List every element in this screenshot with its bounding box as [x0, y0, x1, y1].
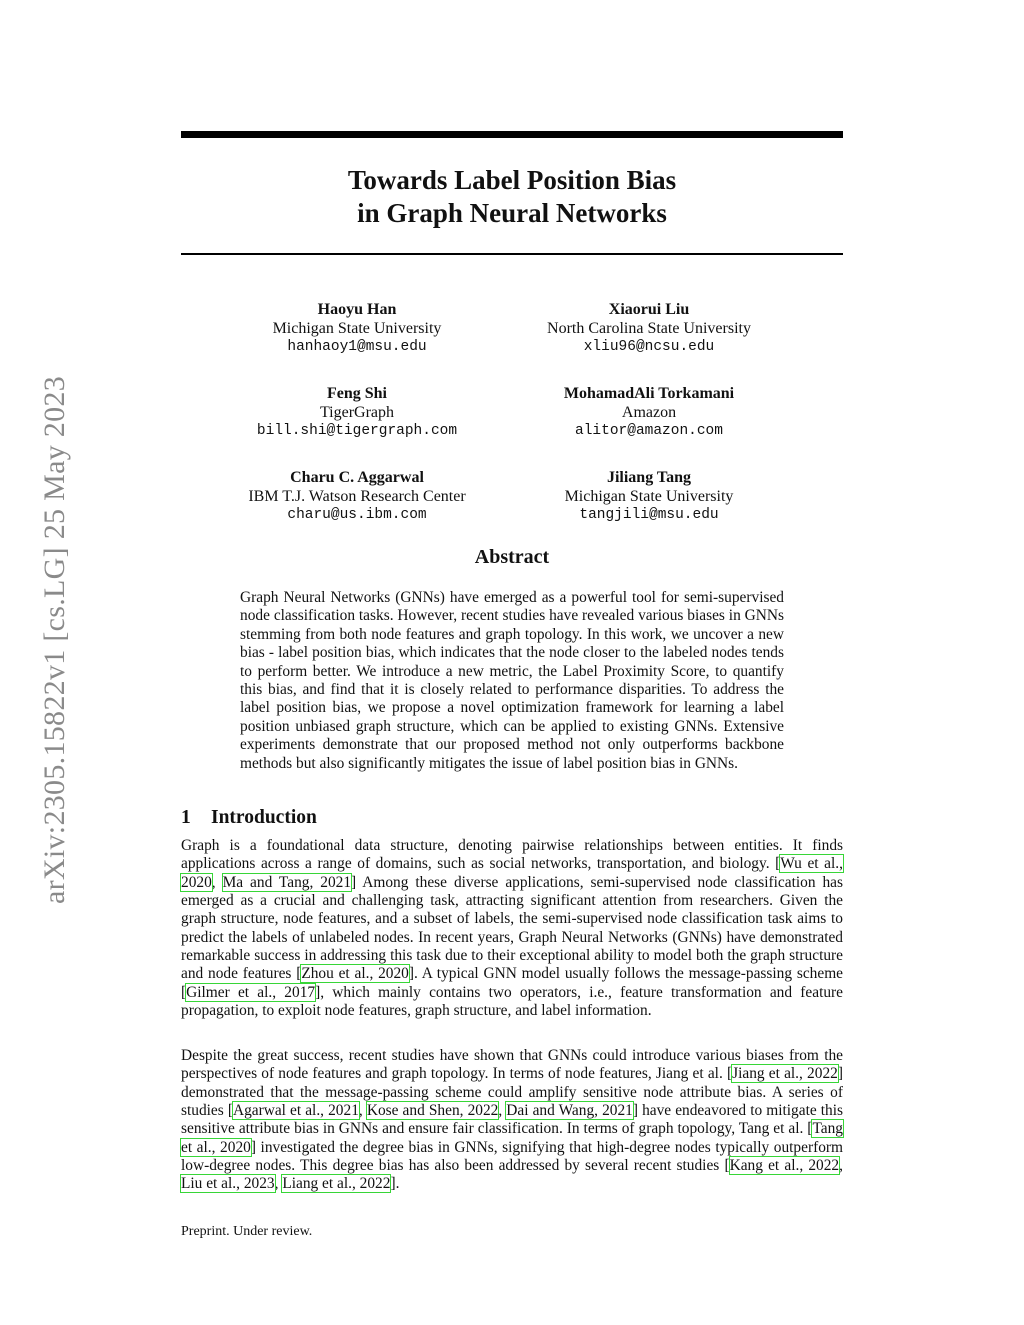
author-affiliation: Amazon [621, 403, 677, 421]
citation-link[interactable]: Zhou et al., 2020 [301, 965, 409, 983]
author-name: Haoyu Han [317, 301, 397, 318]
author-affiliation: Michigan State University [272, 319, 442, 337]
author-block [484, 469, 814, 525]
text-run: ]. A typical GNN model usually follows the message-passing scheme [ [181, 965, 843, 1001]
author-name: Charu C. Aggarwal [290, 469, 424, 486]
abstract-heading: Abstract [474, 546, 550, 568]
author-affiliation: Michigan State University [564, 487, 734, 505]
text-run: , [839, 1157, 843, 1175]
section-heading [181, 807, 317, 829]
author-name: Feng Shi [326, 385, 387, 402]
title-top-rule [181, 131, 843, 138]
author-block [484, 385, 814, 441]
text-run: , [274, 1175, 283, 1193]
text-run: Graph is a foundational data structure, denoting pairwise relationships between entities. It finds applications across a range of domains, such as social networks, transportation, and biology. [ [181, 837, 843, 873]
text-run: ]. [390, 1175, 400, 1193]
author-name: Xiaorui Liu [608, 301, 690, 318]
citation-link[interactable]: Kose and Shen, 2022 [366, 1102, 499, 1120]
citation-link[interactable]: Liu et al., 2023 [181, 1175, 275, 1193]
text-run: , [211, 873, 223, 891]
citation-link[interactable]: Wu et al., 2020 [181, 855, 843, 891]
citation-link[interactable]: Kang et al., 2022 [729, 1157, 840, 1175]
author-email: charu@us.ibm.com [287, 507, 427, 523]
author-email: tangjili@msu.edu [579, 507, 719, 523]
text-run: ] demonstrated that the message-passing scheme could amplify sensitive node attribute bias. A series of studies [ [181, 1065, 843, 1120]
text-run: ] Among these diverse applications, semi-supervised node classification has emerged as a crucial and challenging task, attracting significant attention from researchers. Given the graph structure, node features, and a subset of labels, the semi-supervised node classification task aims to predict the labels of unlabeled nodes. In recent years, Graph Neural Networks (GNNs) have demonstrated remarkable success in addressing this task due to their exceptional ability to model both the graph structure and node features [ [181, 873, 843, 983]
text-run: ] investigated the degree bias in GNNs, signifying that high-degree nodes typically outperform low-degree nodes. This degree bias has also been addressed by several recent studies [ [181, 1138, 843, 1175]
text-run: ] have endeavored to mitigate this sensitive attribute bias in GNNs and ensure fair classification. In terms of graph topology, Tang et al. [ [181, 1102, 844, 1138]
author-email: bill.shi@tigergraph.com [256, 423, 458, 439]
author-email: hanhaoy1@msu.edu [287, 339, 427, 355]
citation-link[interactable]: Gilmer et al., 2017 [186, 983, 316, 1001]
author-affiliation: IBM T.J. Watson Research Center [248, 487, 466, 505]
preprint-footer: Preprint. Under review. [181, 1224, 313, 1239]
intro-paragraph-2 [181, 1047, 843, 1194]
abstract-text: Graph Neural Networks (GNNs) have emerged as a powerful tool for semi-supervised node classification tasks. However, recent studies have revealed various biases in GNNs stemming from both node features and graph topology. In this work, we uncover a new bias - label position bias, which indicates that the node closer to the labeled nodes tends to perform better. We introduce a new metric, the Label Proximity Score, to quantify this bias, and find that it is closely related to performance disparities. To address the label position bias, we propose a novel optimization framework for learning a label position unbiased graph structure, which can be applied to existing GNNs. Extensive experiments demonstrate that our proposed method not only outperforms backbone methods but also significantly mitigates the issue of label position bias in GNNs. [240, 589, 784, 772]
author-affiliation: TigerGraph [319, 403, 395, 421]
author-email: xliu96@ncsu.edu [583, 339, 715, 355]
citation-link[interactable]: Tang et al., 2020 [181, 1120, 843, 1156]
text-run: Despite the great success, recent studies have shown that GNNs could introduce various biases from the perspectives of node features and graph topology. In terms of node features, Jiang et al. [ [181, 1047, 843, 1083]
citation-link[interactable]: Liang et al., 2022 [282, 1175, 391, 1193]
title-line-1: Towards Label Position Bias [347, 165, 677, 195]
section-title: Introduction [211, 807, 317, 828]
citation-link[interactable]: Ma and Tang, 2021 [222, 873, 352, 891]
paper-title [181, 164, 843, 230]
text-run: ], which mainly contains two operators, i.e., feature transformation and feature propagation, to exploit node features, graph structure, and label information. [181, 983, 843, 1020]
citation-link[interactable]: Jiang et al., 2022 [732, 1065, 838, 1083]
intro-paragraph-1 [181, 837, 843, 1020]
text-run: , [358, 1102, 367, 1120]
author-block [192, 301, 522, 357]
arxiv-identifier: arXiv:2305.15822v1 [cs.LG] 25 May 2023 [38, 376, 71, 904]
citation-link[interactable]: Agarwal et al., 2021 [232, 1102, 359, 1120]
author-email: alitor@amazon.com [575, 423, 723, 439]
author-block [192, 469, 522, 525]
title-bottom-rule [181, 253, 843, 255]
section-number: 1 [181, 807, 191, 828]
author-affiliation: North Carolina State University [547, 319, 751, 337]
author-block [484, 301, 814, 357]
author-block [192, 385, 522, 441]
text-run: , [498, 1102, 507, 1120]
author-name: MohamadAli Torkamani [563, 385, 735, 402]
title-line-2: in Graph Neural Networks [357, 198, 667, 228]
author-name: Jiliang Tang [606, 469, 692, 486]
citation-link[interactable]: Dai and Wang, 2021 [506, 1102, 633, 1120]
